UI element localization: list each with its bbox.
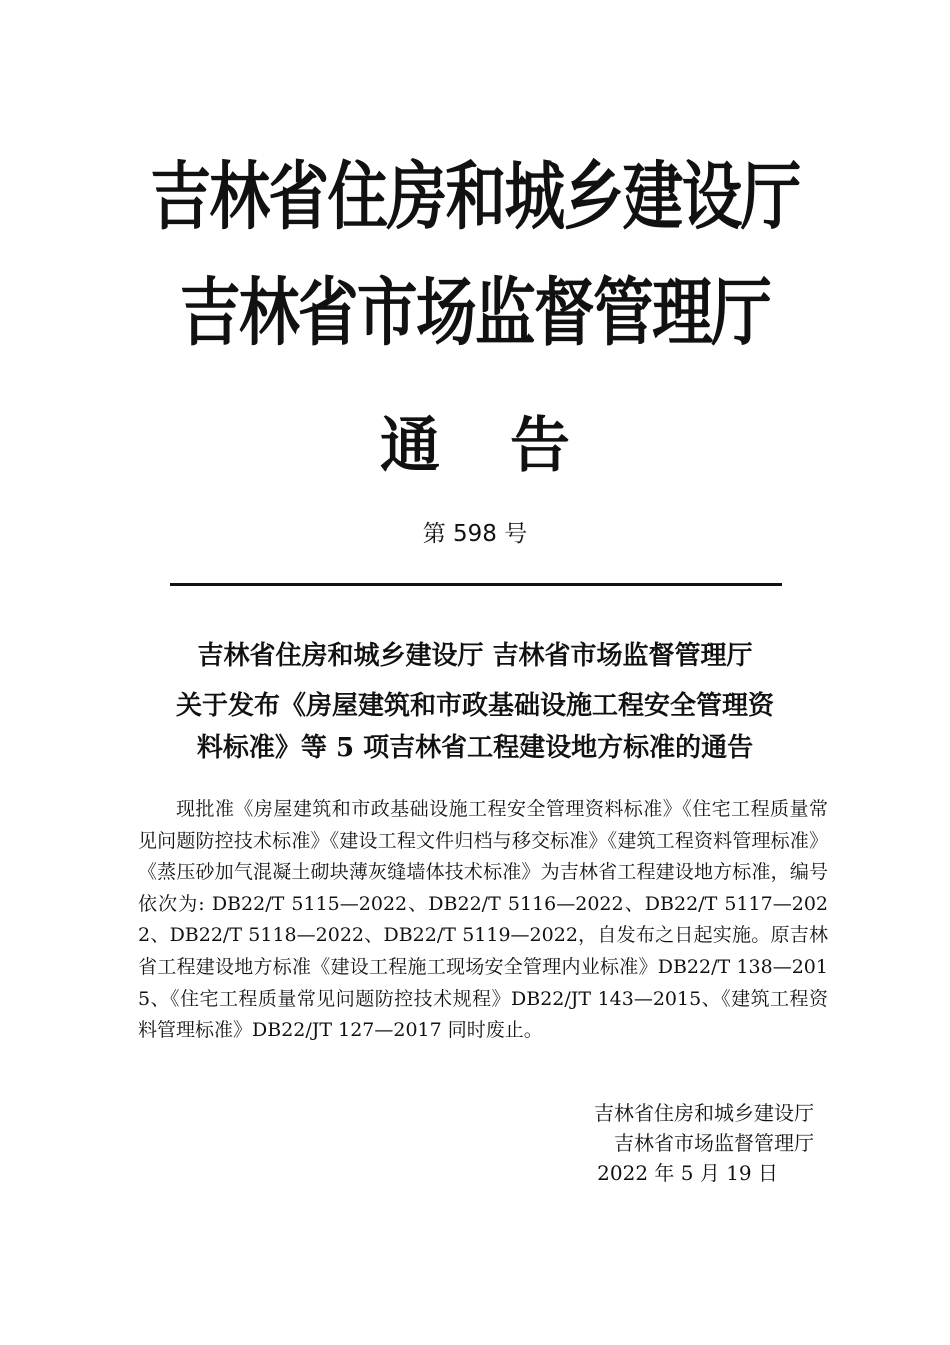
signature-issuer-2: 吉林省市场监督管理厅 <box>614 1131 814 1155</box>
notice-heading: 通告 <box>380 411 640 481</box>
document-number: 第 598 号 <box>422 521 528 547</box>
issuer-title-line-2: 吉林省市场监督管理厅 <box>179 270 771 356</box>
notice-body-paragraph: 现批准《房屋建筑和市政基础设施工程安全管理资料标准》《住宅工程质量常见问题防控技术标准》《建设工程文件归档与移交标准》《建筑工程资料管理标准》《蒸压砂加气混凝土砌块薄灰缝墙体技术标准》为吉林省工程建设地方标准，编号依次为: DB22/T 5115—2022、DB22/T 5116—2022、DB22/T 5117—2022、DB22/T 5118—2022、DB22/T 5119—2022，自发布之日起实施。原吉林省工程建设地方标准《建设工程施工现场安全管理内业标准》DB22/T 138—2015、《住宅工程质量常见问题防控技术规程》DB22/JT 143—2015、《建筑工程资料管理标准》DB22/JT 127—2017 同时废止。 <box>138 798 828 1042</box>
subject-line-2: 关于发布《房屋建筑和市政基础设施工程安全管理资 <box>175 691 774 721</box>
header-divider <box>170 583 782 586</box>
subject-line-1: 吉林省住房和城乡建设厅 吉林省市场监督管理厅 <box>197 641 753 671</box>
subject-line-3: 料标准》等 5 项吉林省工程建设地方标准的通告 <box>196 733 754 763</box>
issuer-title-line-1: 吉林省住房和城乡建设厅 <box>150 154 800 240</box>
signature-date: 2022 年 5 月 19 日 <box>597 1161 778 1185</box>
signature-issuer-1: 吉林省住房和城乡建设厅 <box>594 1101 814 1125</box>
